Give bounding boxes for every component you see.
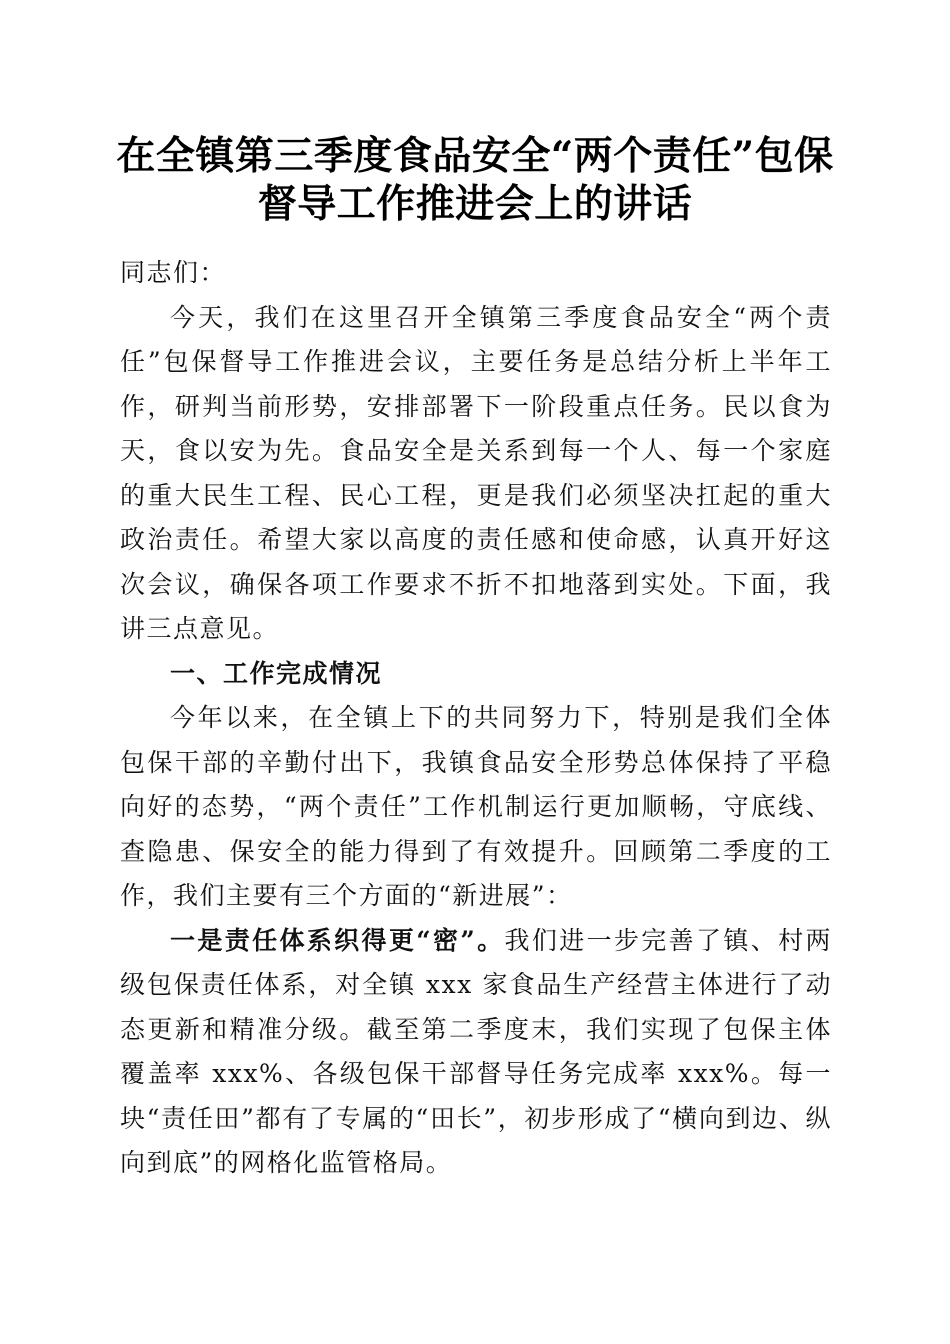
point-paragraph <box>120 919 832 1186</box>
point-text: 我们进一步完善了镇、村两级包保责任体系，对全镇 xxx 家食品生产经营主体进行了动态更新和精准分级。截至第二季度末，我们实现了包保主体覆盖率 xxx%、各级包保干部督导任务完成率 xxx%。每一块“责任田”都有了专属的“田长”，初步形成了“横向到边、纵向到底”的网格化监管格局。 <box>120 925 832 1177</box>
document-title: 在全镇第三季度食品安全“两个责任”包保督导工作推进会上的讲话 <box>116 133 834 227</box>
salutation: 同志们： <box>120 258 227 287</box>
intro-paragraph: 今天，我们在这里召开全镇第三季度食品安全“两个责任”包保督导工作推进会议，主要任务是总结分析上半年工作，研判当前形势，安排部署下一阶段重点任务。民以食为天，食以安为先。食品安全是关系到每一个人、每一个家庭的重大民生工程、民心工程，更是我们必须坚决扛起的重大政治责任。希望大家以高度的责任感和使命感，认真开好这次会议，确保各项工作要求不折不扣地落到实处。下面，我讲三点意见。 <box>120 302 832 643</box>
point-lead: 一是责任体系织得更“密”。 <box>170 925 505 955</box>
section-paragraph: 今年以来，在全镇上下的共同努力下，特别是我们全体包保干部的辛勤付出下，我镇食品安全形势总体保持了平稳向好的态势，“两个责任”工作机制运行更加顺畅，守底线、查隐患、保安全的能力得到了有效提升。回顾第二季度的工作，我们主要有三个方面的“新进展”： <box>120 703 832 910</box>
section-heading: 一、工作完成情况 <box>170 658 383 688</box>
document-body <box>120 251 832 1186</box>
